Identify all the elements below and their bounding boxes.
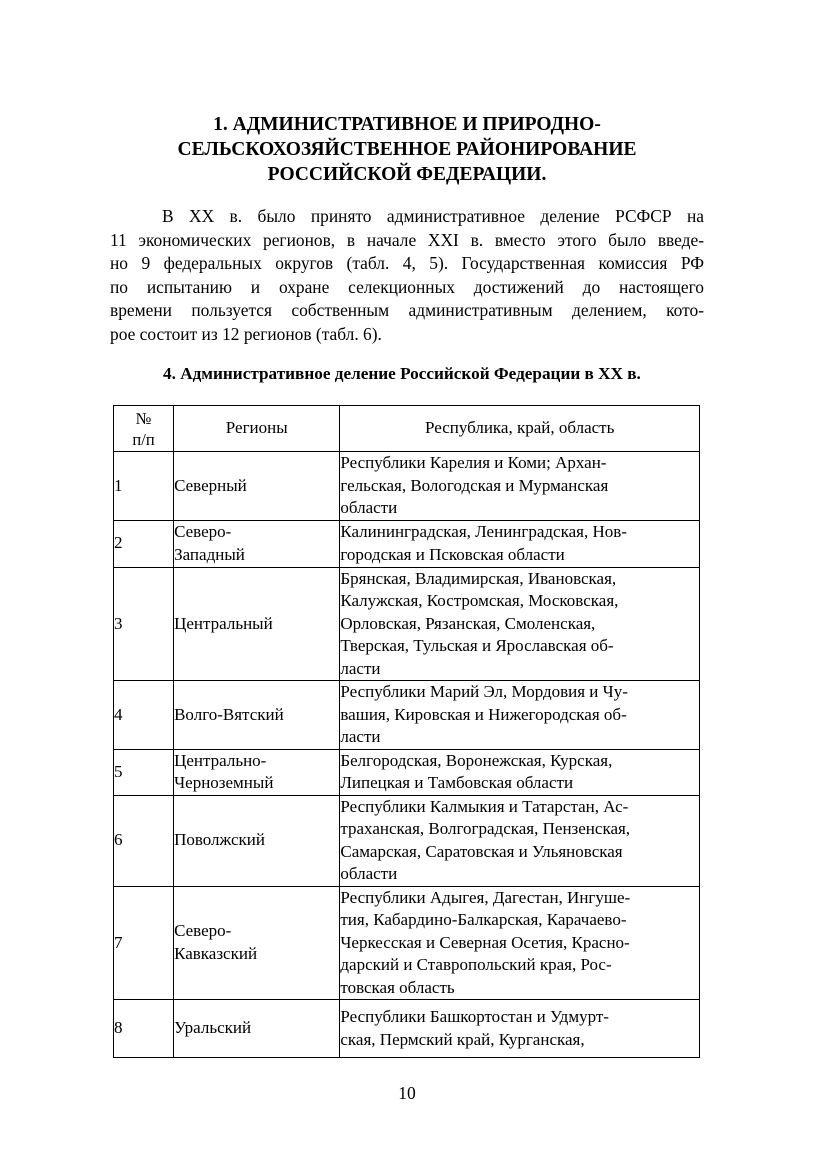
subjects-line: области [340, 498, 398, 517]
region-name-line: Уральский [174, 1018, 252, 1038]
table-caption: 4. Административное деление Российской Федерации в XX в. [163, 364, 641, 383]
subjects-line: ласти [340, 727, 381, 746]
subjects-line: Калужская, Костромская, Московская, [340, 591, 619, 610]
subjects-line: траханская, Волгоградская, Пензенская, [340, 819, 631, 838]
subjects-line: тия, Кабардино-Балкарская, Карачаево- [340, 910, 627, 929]
region-subjects [340, 886, 700, 1000]
region-name [174, 452, 340, 521]
region-name [174, 886, 340, 1000]
subjects-line: Брянская, Владимирская, Ивановская, [340, 568, 617, 588]
paragraph-line: по испытанию и охране селекционных достижений до настоящего [110, 276, 704, 297]
subjects-line: ская, Пермский край, Курганская, [340, 1029, 585, 1049]
header-subjects: Республика, край, область [340, 406, 700, 452]
table-header-row [114, 406, 700, 452]
region-subjects [340, 520, 700, 567]
region-name-line: Центральный [174, 613, 273, 633]
subjects-line: Белгородская, Воронежская, Курская, [340, 750, 613, 770]
intro-paragraph [110, 205, 704, 347]
subjects-line: Тверская, Тульская и Ярославская об- [340, 636, 614, 655]
header-number-abbr: п/п [132, 429, 155, 449]
region-name [174, 681, 340, 750]
subjects-line: Республики Марий Эл, Мордовия и Чу- [340, 682, 628, 701]
table-row [114, 886, 700, 1000]
region-subjects [340, 567, 700, 681]
region-name [174, 520, 340, 567]
header-number [114, 406, 174, 452]
table-row [114, 749, 700, 795]
paragraph-line: рое состоит из 12 регионов (табл. 6). [110, 323, 382, 344]
paragraph-line: В XX в. было принято административное деление РСФСР на [162, 206, 704, 226]
region-name-line: Кавказский [174, 943, 258, 963]
region-name [174, 1000, 340, 1058]
subjects-line: Орловская, Рязанская, Смоленская, [340, 613, 596, 633]
header-number-symbol: № [135, 408, 152, 428]
subjects-line: вашия, Кировская и Нижегородская об- [340, 704, 627, 724]
region-subjects [340, 681, 700, 750]
row-number: 1 [114, 452, 174, 521]
region-subjects [340, 749, 700, 795]
row-number: 2 [114, 520, 174, 567]
subjects-line: Самарская, Саратовская и Ульяновская [340, 841, 623, 861]
table-row [114, 795, 700, 886]
header-region: Регионы [174, 406, 340, 452]
heading-line: РОССИЙСКОЙ ФЕДЕРАЦИИ. [267, 164, 547, 185]
subjects-line: товская область [340, 977, 455, 997]
region-name [174, 749, 340, 795]
region-name-line: Западный [174, 544, 245, 564]
row-number: 6 [114, 795, 174, 886]
subjects-line: Республики Карелия и Коми; Архан- [340, 453, 607, 472]
subjects-line: гельская, Вологодская и Мурманская [340, 475, 609, 495]
region-subjects [340, 452, 700, 521]
table-row [114, 452, 700, 521]
region-name-line: Волго-Вятский [174, 704, 284, 724]
region-name [174, 795, 340, 886]
subjects-line: Черкесская и Северная Осетия, Красно- [340, 932, 630, 952]
table-row [114, 681, 700, 750]
region-subjects [340, 795, 700, 886]
region-name-line: Центрально- [174, 750, 267, 770]
region-subjects [340, 1000, 700, 1058]
table-row [114, 520, 700, 567]
admin-division-table [113, 405, 700, 1058]
subjects-line: области [340, 864, 398, 883]
row-number: 5 [114, 749, 174, 795]
subjects-line: Республики Башкортостан и Удмурт- [340, 1007, 609, 1026]
subjects-line: Республики Калмыкия и Татарстан, Ас- [340, 796, 629, 816]
subjects-line: дарский и Ставропольский края, Рос- [340, 955, 612, 974]
heading-line: 1. АДМИНИСТРАТИВНОЕ И ПРИРОДНО- [213, 114, 601, 135]
heading-line: СЕЛЬСКОХОЗЯЙСТВЕННОЕ РАЙОНИРОВАНИЕ [177, 139, 637, 160]
region-name [174, 567, 340, 681]
section-heading [110, 112, 704, 187]
subjects-line: Калининградская, Ленинградская, Нов- [340, 522, 627, 541]
row-number: 8 [114, 1000, 174, 1058]
paragraph-line: 11 экономических регионов, в начале XXI в. вместо этого было введе- [110, 229, 704, 250]
table-row [114, 1000, 700, 1058]
paragraph-line: времени пользуется собственным административным делением, кото- [110, 300, 704, 321]
subjects-line: ласти [340, 658, 381, 678]
subjects-line: Липецкая и Тамбовская области [340, 773, 574, 792]
region-name-line: Черноземный [174, 773, 274, 792]
region-name-line: Северо- [174, 921, 232, 941]
region-name-line: Северный [174, 475, 247, 495]
table-row [114, 567, 700, 681]
row-number: 7 [114, 886, 174, 1000]
subjects-line: городская и Псковская области [340, 544, 565, 564]
row-number: 4 [114, 681, 174, 750]
region-name-line: Северо- [174, 522, 232, 541]
page-number: 10 [398, 1083, 416, 1103]
row-number: 3 [114, 567, 174, 681]
subjects-line: Республики Адыгея, Дагестан, Ингуше- [340, 887, 631, 907]
region-name-line: Поволжский [174, 830, 265, 850]
paragraph-line: но 9 федеральных округов (табл. 4, 5). Государственная комиссия РФ [110, 253, 704, 274]
